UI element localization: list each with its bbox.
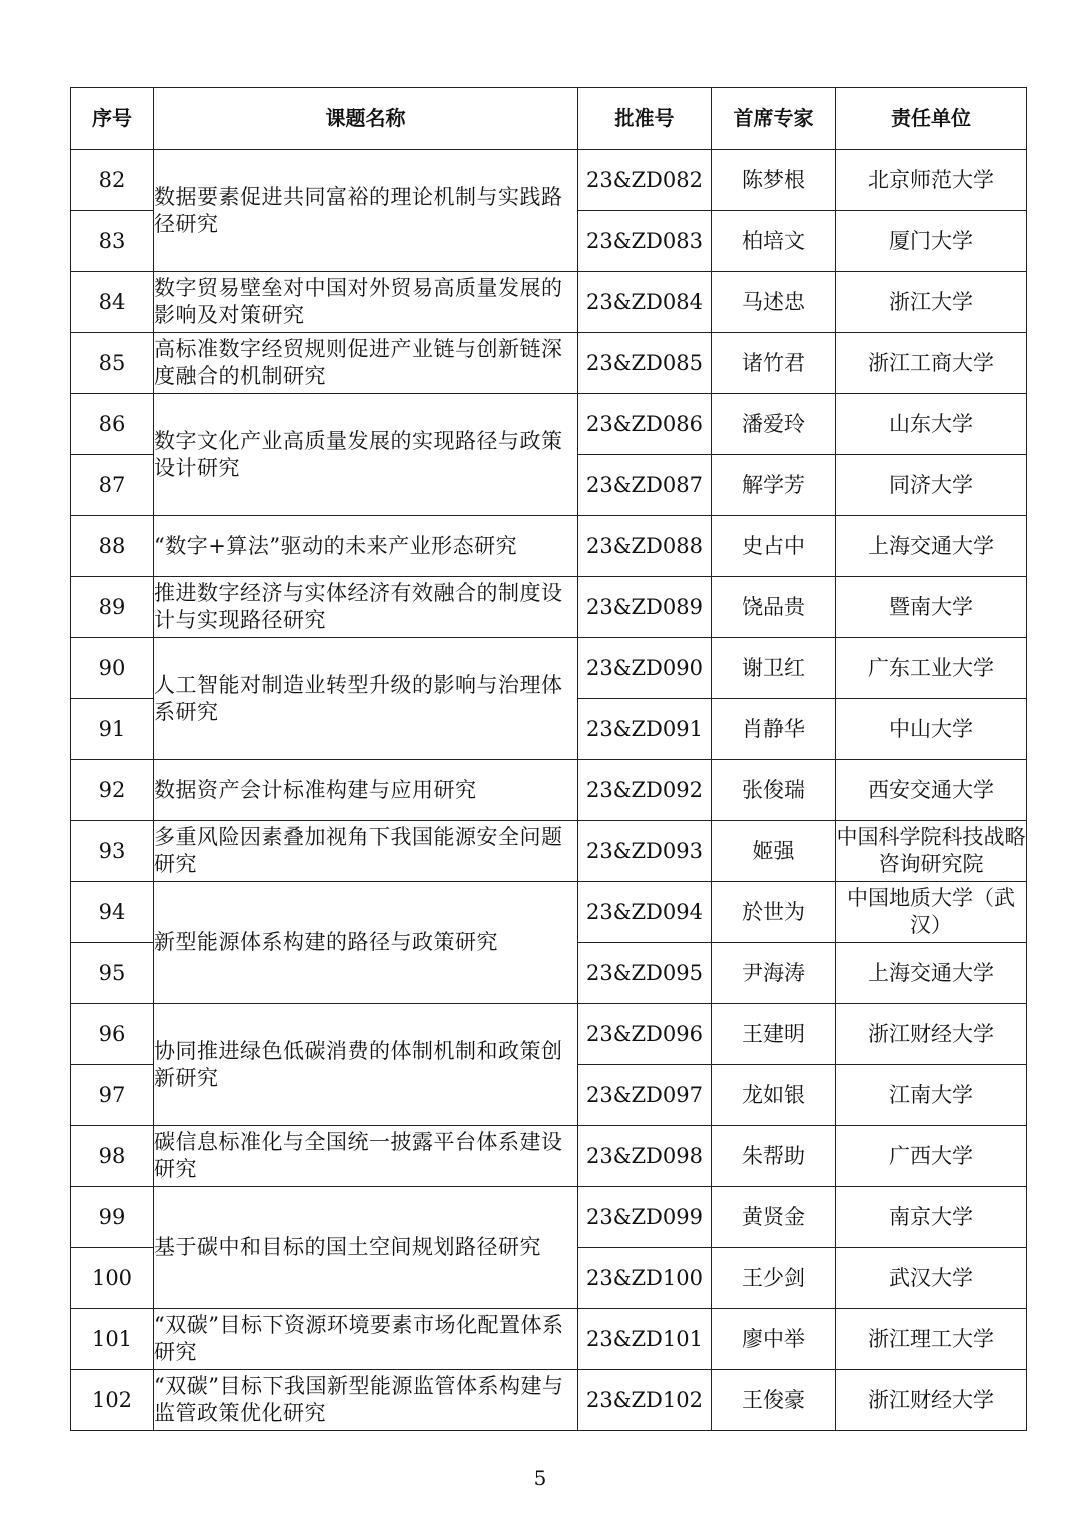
row-number: 102 (71, 1370, 154, 1431)
project-title: “双碳”目标下资源环境要素市场化配置体系研究 (154, 1309, 578, 1370)
chief-expert: 廖中举 (712, 1309, 836, 1370)
project-title: 新型能源体系构建的路径与政策研究 (154, 882, 578, 1004)
row-number: 87 (71, 455, 154, 516)
table-row (71, 638, 1027, 699)
chief-expert: 尹海涛 (712, 943, 836, 1004)
chief-expert: 王少剑 (712, 1248, 836, 1309)
chief-expert: 王建明 (712, 1004, 836, 1065)
responsible-unit: 浙江理工大学 (836, 1309, 1027, 1370)
approval-number: 23&ZD084 (578, 272, 712, 333)
responsible-unit: 江南大学 (836, 1065, 1027, 1126)
row-number: 92 (71, 760, 154, 821)
responsible-unit: 武汉大学 (836, 1248, 1027, 1309)
responsible-unit: 南京大学 (836, 1187, 1027, 1248)
responsible-unit: 暨南大学 (836, 577, 1027, 638)
chief-expert: 黄贤金 (712, 1187, 836, 1248)
row-number: 97 (71, 1065, 154, 1126)
approval-number: 23&ZD085 (578, 333, 712, 394)
responsible-unit: 浙江财经大学 (836, 1370, 1027, 1431)
table-row (71, 516, 1027, 577)
table-body (71, 150, 1027, 1431)
chief-expert: 朱帮助 (712, 1126, 836, 1187)
approval-number: 23&ZD087 (578, 455, 712, 516)
approval-number: 23&ZD101 (578, 1309, 712, 1370)
project-title: 碳信息标准化与全国统一披露平台体系建设研究 (154, 1126, 578, 1187)
table-row (71, 1126, 1027, 1187)
table-row (71, 821, 1027, 882)
row-number: 93 (71, 821, 154, 882)
approval-number: 23&ZD091 (578, 699, 712, 760)
chief-expert: 解学芳 (712, 455, 836, 516)
approval-number: 23&ZD097 (578, 1065, 712, 1126)
row-number: 95 (71, 943, 154, 1004)
approval-number: 23&ZD086 (578, 394, 712, 455)
table-row (71, 1004, 1027, 1065)
chief-expert: 史占中 (712, 516, 836, 577)
row-number: 82 (71, 150, 154, 211)
header-unit: 责任单位 (836, 88, 1027, 150)
row-number: 100 (71, 1248, 154, 1309)
table-row (71, 760, 1027, 821)
row-number: 98 (71, 1126, 154, 1187)
chief-expert: 潘爱玲 (712, 394, 836, 455)
row-number: 84 (71, 272, 154, 333)
header-row (71, 88, 1027, 150)
table-row (71, 1370, 1027, 1431)
responsible-unit: 中国科学院科技战略咨询研究院 (836, 821, 1027, 882)
approval-number: 23&ZD095 (578, 943, 712, 1004)
table-row (71, 577, 1027, 638)
row-number: 89 (71, 577, 154, 638)
project-title: 数字贸易壁垒对中国对外贸易高质量发展的影响及对策研究 (154, 272, 578, 333)
responsible-unit: 厦门大学 (836, 211, 1027, 272)
table-row (71, 333, 1027, 394)
responsible-unit: 上海交通大学 (836, 516, 1027, 577)
responsible-unit: 浙江财经大学 (836, 1004, 1027, 1065)
responsible-unit: 北京师范大学 (836, 150, 1027, 211)
approval-number: 23&ZD098 (578, 1126, 712, 1187)
project-title: 人工智能对制造业转型升级的影响与治理体系研究 (154, 638, 578, 760)
row-number: 90 (71, 638, 154, 699)
approval-number: 23&ZD083 (578, 211, 712, 272)
chief-expert: 肖静华 (712, 699, 836, 760)
project-title: 数据资产会计标准构建与应用研究 (154, 760, 578, 821)
responsible-unit: 同济大学 (836, 455, 1027, 516)
project-title: 数字文化产业高质量发展的实现路径与政策设计研究 (154, 394, 578, 516)
header-code: 批准号 (578, 88, 712, 150)
approval-number: 23&ZD100 (578, 1248, 712, 1309)
chief-expert: 姬强 (712, 821, 836, 882)
responsible-unit: 上海交通大学 (836, 943, 1027, 1004)
approval-number: 23&ZD089 (578, 577, 712, 638)
chief-expert: 陈梦根 (712, 150, 836, 211)
project-title: 多重风险因素叠加视角下我国能源安全问题研究 (154, 821, 578, 882)
table-row (71, 150, 1027, 211)
row-number: 86 (71, 394, 154, 455)
row-number: 101 (71, 1309, 154, 1370)
chief-expert: 张俊瑞 (712, 760, 836, 821)
chief-expert: 诸竹君 (712, 333, 836, 394)
responsible-unit: 浙江大学 (836, 272, 1027, 333)
approval-number: 23&ZD092 (578, 760, 712, 821)
responsible-unit: 广东工业大学 (836, 638, 1027, 699)
chief-expert: 於世为 (712, 882, 836, 943)
chief-expert: 王俊豪 (712, 1370, 836, 1431)
responsible-unit: 中国地质大学（武汉） (836, 882, 1027, 943)
chief-expert: 谢卫红 (712, 638, 836, 699)
table-row (71, 1309, 1027, 1370)
row-number: 99 (71, 1187, 154, 1248)
approval-number: 23&ZD082 (578, 150, 712, 211)
row-number: 96 (71, 1004, 154, 1065)
chief-expert: 马述忠 (712, 272, 836, 333)
responsible-unit: 广西大学 (836, 1126, 1027, 1187)
row-number: 94 (71, 882, 154, 943)
project-title: 推进数字经济与实体经济有效融合的制度设计与实现路径研究 (154, 577, 578, 638)
row-number: 83 (71, 211, 154, 272)
project-title: 数据要素促进共同富裕的理论机制与实践路径研究 (154, 150, 578, 272)
project-title: 基于碳中和目标的国土空间规划路径研究 (154, 1187, 578, 1309)
table-row (71, 1187, 1027, 1248)
header-expert: 首席专家 (712, 88, 836, 150)
table-row (71, 272, 1027, 333)
table-header (71, 88, 1027, 150)
table-row (71, 394, 1027, 455)
project-title: 协同推进绿色低碳消费的体制机制和政策创新研究 (154, 1004, 578, 1126)
responsible-unit: 西安交通大学 (836, 760, 1027, 821)
approval-number: 23&ZD088 (578, 516, 712, 577)
chief-expert: 柏培文 (712, 211, 836, 272)
approval-number: 23&ZD094 (578, 882, 712, 943)
row-number: 91 (71, 699, 154, 760)
page-number: 5 (533, 1466, 547, 1490)
responsible-unit: 山东大学 (836, 394, 1027, 455)
responsible-unit: 浙江工商大学 (836, 333, 1027, 394)
project-title: “双碳”目标下我国新型能源监管体系构建与监管政策优化研究 (154, 1370, 578, 1431)
project-title: “数字+算法”驱动的未来产业形态研究 (154, 516, 578, 577)
project-title: 高标准数字经贸规则促进产业链与创新链深度融合的机制研究 (154, 333, 578, 394)
approval-number: 23&ZD093 (578, 821, 712, 882)
row-number: 85 (71, 333, 154, 394)
approval-number: 23&ZD096 (578, 1004, 712, 1065)
header-title: 课题名称 (154, 88, 578, 150)
approval-number: 23&ZD099 (578, 1187, 712, 1248)
approval-number: 23&ZD090 (578, 638, 712, 699)
chief-expert: 饶品贵 (712, 577, 836, 638)
approval-number: 23&ZD102 (578, 1370, 712, 1431)
chief-expert: 龙如银 (712, 1065, 836, 1126)
header-no: 序号 (71, 88, 154, 150)
responsible-unit: 中山大学 (836, 699, 1027, 760)
projects-table (70, 87, 1027, 1431)
table-row (71, 882, 1027, 943)
row-number: 88 (71, 516, 154, 577)
